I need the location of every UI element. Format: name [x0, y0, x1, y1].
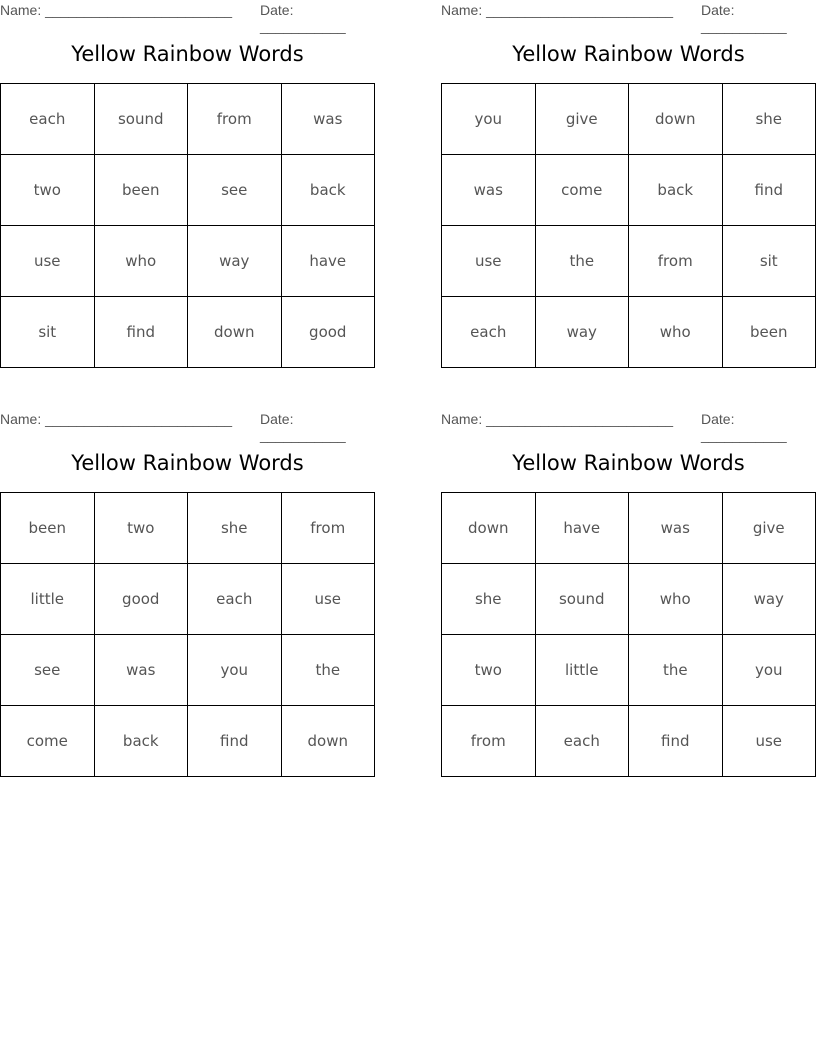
grid-row: [1, 155, 375, 226]
grid-cell: sound: [535, 564, 629, 635]
grid-row: [1, 84, 375, 155]
grid-cell: sit: [722, 226, 816, 297]
word-grid: [441, 83, 816, 368]
grid-cell: who: [629, 297, 723, 368]
grid-row: [1, 564, 375, 635]
grid-cell: each: [1, 84, 95, 155]
grid-cell: two: [94, 493, 188, 564]
grid-row: [1, 706, 375, 777]
grid-row: [442, 297, 816, 368]
grid-cell: you: [442, 84, 536, 155]
bingo-card: [0, 0, 375, 365]
grid-cell: two: [442, 635, 536, 706]
grid-cell: see: [188, 155, 282, 226]
grid-cell: use: [442, 226, 536, 297]
grid-cell: the: [629, 635, 723, 706]
card-header: [0, 411, 375, 443]
date-field-label: Date: ___________: [260, 411, 346, 443]
grid-cell: she: [188, 493, 282, 564]
grid-cell: use: [722, 706, 816, 777]
grid-row: [442, 155, 816, 226]
grid-cell: was: [442, 155, 536, 226]
grid-cell: each: [188, 564, 282, 635]
grid-cell: way: [722, 564, 816, 635]
grid-cell: each: [535, 706, 629, 777]
grid-cell: little: [1, 564, 95, 635]
grid-cell: see: [1, 635, 95, 706]
date-field-label: Date: ___________: [260, 2, 346, 34]
card-title: Yellow Rainbow Words: [71, 451, 304, 475]
grid-cell: was: [281, 84, 375, 155]
name-field-label: Name: ________________________: [441, 411, 673, 427]
grid-cell: back: [281, 155, 375, 226]
name-field-label: Name: ________________________: [0, 2, 232, 18]
grid-row: [442, 84, 816, 155]
grid-cell: sit: [1, 297, 95, 368]
grid-cell: use: [1, 226, 95, 297]
grid-cell: been: [722, 297, 816, 368]
grid-cell: find: [629, 706, 723, 777]
card-title: Yellow Rainbow Words: [512, 451, 745, 475]
grid-cell: come: [535, 155, 629, 226]
grid-cell: she: [442, 564, 536, 635]
grid-row: [442, 706, 816, 777]
grid-cell: down: [281, 706, 375, 777]
grid-cell: down: [442, 493, 536, 564]
grid-cell: down: [188, 297, 282, 368]
grid-cell: from: [442, 706, 536, 777]
bingo-card: [0, 409, 375, 774]
grid-cell: little: [535, 635, 629, 706]
grid-cell: way: [535, 297, 629, 368]
bingo-card: [441, 409, 816, 774]
grid-cell: come: [1, 706, 95, 777]
grid-cell: each: [442, 297, 536, 368]
grid-row: [442, 493, 816, 564]
grid-row: [442, 226, 816, 297]
grid-row: [1, 493, 375, 564]
grid-cell: from: [188, 84, 282, 155]
grid-cell: the: [281, 635, 375, 706]
grid-row: [1, 297, 375, 368]
date-field-label: Date: ___________: [701, 411, 787, 443]
grid-cell: have: [281, 226, 375, 297]
card-header: [441, 2, 816, 34]
grid-cell: two: [1, 155, 95, 226]
card-header: [0, 2, 375, 34]
grid-cell: good: [281, 297, 375, 368]
grid-cell: sound: [94, 84, 188, 155]
grid-cell: was: [629, 493, 723, 564]
grid-cell: find: [94, 297, 188, 368]
bingo-card: [441, 0, 816, 365]
grid-cell: give: [535, 84, 629, 155]
grid-cell: good: [94, 564, 188, 635]
grid-cell: from: [281, 493, 375, 564]
grid-cell: find: [188, 706, 282, 777]
card-header: [441, 411, 816, 443]
grid-cell: use: [281, 564, 375, 635]
grid-cell: who: [629, 564, 723, 635]
grid-cell: have: [535, 493, 629, 564]
grid-cell: been: [94, 155, 188, 226]
name-field-label: Name: ________________________: [441, 2, 673, 18]
grid-cell: was: [94, 635, 188, 706]
word-grid: [0, 83, 375, 368]
grid-cell: you: [188, 635, 282, 706]
grid-cell: you: [722, 635, 816, 706]
word-grid: [0, 492, 375, 777]
grid-cell: the: [535, 226, 629, 297]
word-grid: [441, 492, 816, 777]
grid-cell: from: [629, 226, 723, 297]
grid-cell: give: [722, 493, 816, 564]
date-field-label: Date: ___________: [701, 2, 787, 34]
grid-cell: down: [629, 84, 723, 155]
grid-row: [442, 564, 816, 635]
grid-cell: find: [722, 155, 816, 226]
grid-cell: way: [188, 226, 282, 297]
grid-cell: who: [94, 226, 188, 297]
grid-cell: back: [629, 155, 723, 226]
card-title: Yellow Rainbow Words: [512, 42, 745, 66]
grid-cell: back: [94, 706, 188, 777]
card-title: Yellow Rainbow Words: [71, 42, 304, 66]
grid-row: [1, 635, 375, 706]
grid-row: [1, 226, 375, 297]
grid-cell: been: [1, 493, 95, 564]
grid-row: [442, 635, 816, 706]
name-field-label: Name: ________________________: [0, 411, 232, 427]
grid-cell: she: [722, 84, 816, 155]
